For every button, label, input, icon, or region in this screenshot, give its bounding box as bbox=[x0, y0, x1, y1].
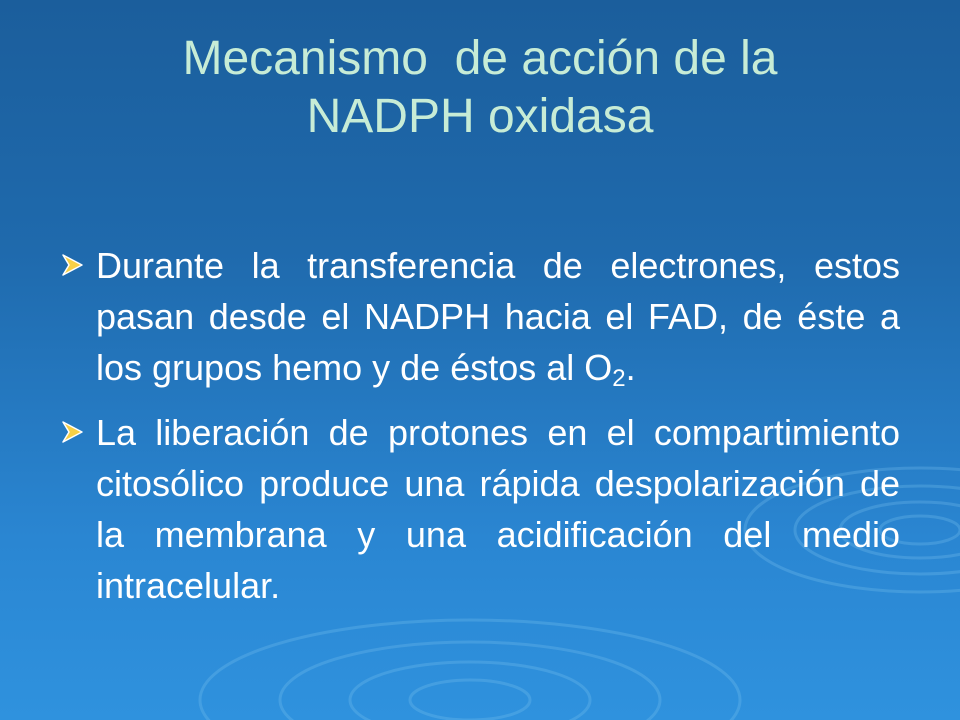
bullet-item bbox=[60, 240, 900, 393]
bullet-suffix: . bbox=[625, 347, 636, 388]
bullet-list bbox=[60, 240, 900, 625]
chevron-arrow-icon bbox=[60, 419, 86, 445]
chevron-arrow-icon bbox=[60, 252, 86, 278]
slide-title: Mecanismo de acción de la NADPH oxidasa bbox=[182, 32, 778, 143]
bullet-text: La liberación de protones en el compartimiento citosólico produce una rápida despolarización de la membrana y una acidificación del medio intracelular. bbox=[96, 412, 900, 606]
subscript-text: 2 bbox=[612, 365, 626, 392]
bullet-item bbox=[60, 407, 900, 611]
bullet-text: Durante la transferencia de electrones, estos pasan desde el NADPH hacia el FAD, de éste a los grupos hemo y de éstos al O bbox=[96, 245, 900, 388]
